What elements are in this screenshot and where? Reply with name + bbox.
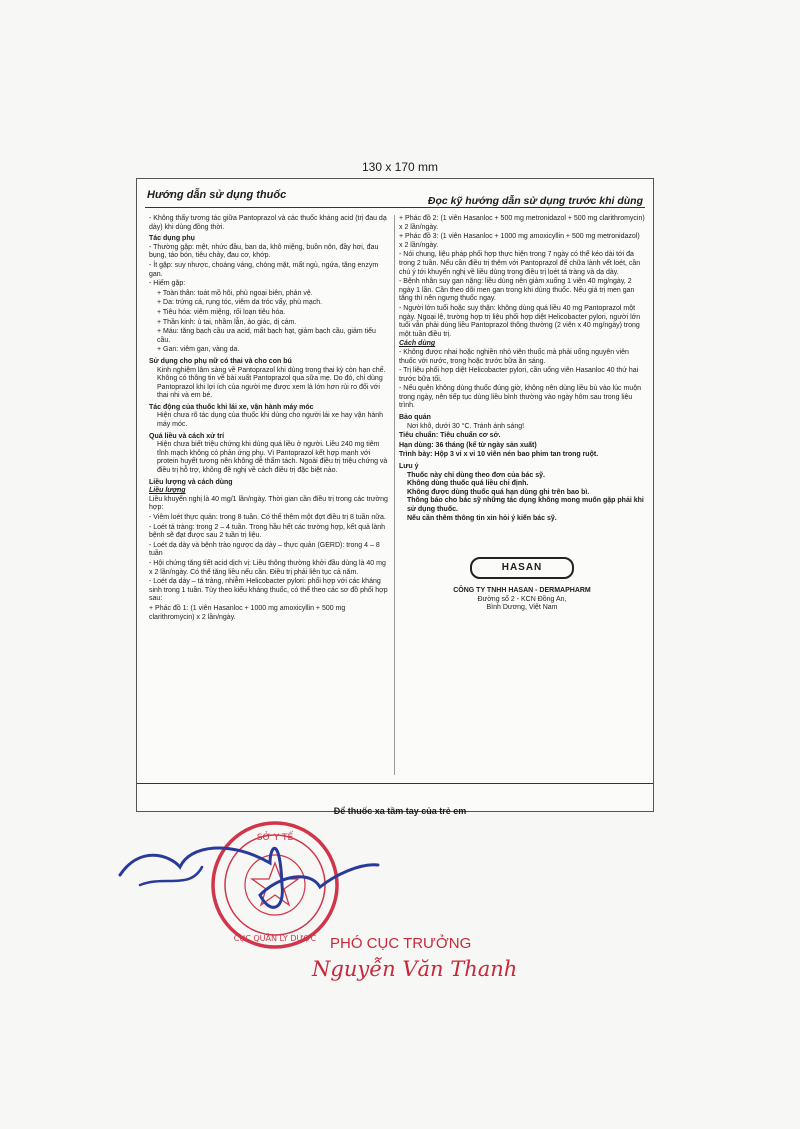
text: - Hội chứng tăng tiết acid dịch vị: Liều thông thường khởi đầu dùng là 40 mg x 2 lần/ngày. Có thể tăng liều nếu cần. Điều trị phải liên tục cả năm. — [149, 559, 386, 576]
warning: Thông báo cho bác sỹ những tác dụng không mong muốn gặp phải khi sử dụng thuốc. — [407, 497, 644, 513]
text: - Loét dạ dày – tá tràng, nhiễm Helicobacter pylori: phối hợp với các kháng sinh trong 1 tuần. Tùy theo kiểu kháng thuốc, có thể theo các sơ đồ phối hợp sau: — [149, 578, 388, 603]
signer-title: PHÓ CỤC TRƯỞNG — [330, 935, 472, 952]
section-storage: Bảo quản — [399, 414, 431, 422]
text: - Nếu quên không dùng thuốc đúng giờ, không nên dùng liều bù vào lúc muộn trong ngày, nên tiếp tục dùng liều bình thường vào ngày hôm sau trong liệu trình. — [399, 385, 641, 410]
standard: Tiêu chuẩn: Tiêu chuẩn cơ sở. — [399, 432, 501, 440]
text: + Toàn thân: toát mồ hôi, phù ngoại biên, phản vệ. — [157, 289, 313, 297]
footer-rule — [137, 783, 653, 784]
signature-icon — [110, 815, 380, 925]
text: + Gan: viêm gan, vàng da. — [157, 346, 240, 354]
subsection-dosage: Liều lượng — [149, 487, 186, 495]
warning: Không dùng thuốc quá liều chỉ định. — [407, 480, 529, 488]
text: + Phác đồ 3: (1 viên Hasanloc + 1000 mg amoxicyllin + 500 mg metronidazol) x 2 lần/ngày. — [399, 233, 640, 249]
header-left: Hướng dẫn sử dụng thuốc — [147, 189, 287, 201]
text: + Phác đồ 1: (1 viên Hasanloc + 1000 mg amoxicyllin + 500 mg clarithromycin) x 2 lần/ngày. — [149, 604, 346, 621]
section-side-effects: Tác dụng phụ — [149, 235, 195, 243]
text: - Người lớn tuổi hoặc suy thận: không dùng quá liều 40 mg Pantoprazol một ngày. Ngoại lệ, trường hợp trị liệu phối hợp diệt Helicobacter pylori, người lớn tuổi vẫn phải dùng liều Pantoprazol thông thường (2 viên x 40 mg/ngày) trong một tuần điều trị. — [399, 304, 641, 338]
text: - Viêm loét thực quản: trong 8 tuần. Có thể thêm một đợt điều trị 8 tuần nữa. — [149, 514, 386, 521]
company-name: CÔNG TY TNHH HASAN - DERMAPHARM — [453, 587, 591, 595]
text: + Tiêu hóa: viêm miệng, rối loạn tiêu hóa. — [157, 308, 286, 316]
seal-text-top: SỞ Y TẾ — [256, 833, 294, 843]
right-column — [399, 215, 645, 613]
text: - Ít gặp: suy nhược, choáng váng, chóng mặt, mất ngủ, ngứa, tăng enzym gan. — [149, 261, 379, 278]
subsection-usage: Cách dùng — [399, 340, 436, 348]
warning: Nếu cần thêm thông tin xin hỏi ý kiến bác sỹ. — [407, 514, 557, 522]
column-divider — [394, 215, 395, 775]
signer-name: Nguyễn Văn Thanh — [312, 957, 518, 981]
header-rule — [145, 207, 645, 208]
packaging: Trình bày: Hộp 3 vỉ x vỉ 10 viên nén bao phim tan trong ruột. — [399, 451, 599, 459]
interaction-note: - Không thấy tương tác giữa Pantoprazol và các thuốc kháng acid (trị đau dạ dày) khi dùng đồng thời. — [149, 215, 387, 231]
seal-text-bottom: CỤC QUẢN LÝ DƯỢC — [233, 934, 317, 943]
text: Kinh nghiệm lâm sàng về Pantoprazol khi dùng trong thai kỳ còn hạn chế. Không có thông tin về bài xuất Pantoprazol qua sữa mẹ. Do đó, chỉ dùng Pantoprazol khi lợi ích của người mẹ được xem là lớn hơn rủi ro đối với thai nhi và em bé. — [157, 366, 386, 400]
section-overdose: Quá liều và cách xử trí — [149, 432, 225, 440]
section-dosage: Liều lượng và cách dùng — [149, 478, 233, 486]
footer-warning: Để thuốc xa tầm tay của trẻ em — [333, 806, 467, 816]
text: - Thường gặp: mệt, nhức đầu, ban da, khô miệng, buồn nôn, đầy hơi, đau bụng, táo bón, tiêu chảy, đau cơ, khớp. — [149, 243, 379, 260]
company-address: Đường số 2 - KCN Đồng An, — [477, 595, 567, 603]
text: - Bệnh nhân suy gan nặng: liều dùng nên giảm xuống 1 viên 40 mg/ngày, 2 ngày 1 lần. Cần theo dõi men gan trong khi dùng thuốc. Nếu giá trị men gan tăng thì nên ngưng thuốc ngay. — [399, 278, 635, 303]
text: - Trị liệu phối hợp diệt Helicobacter pylori, cần uống viên Hasanloc 40 thứ hai trước bữa tối. — [399, 367, 639, 383]
warning: Không được dùng thuốc quá hạn dùng ghi trên bao bì. — [407, 488, 590, 496]
text: - Loét tá tràng: trong 2 – 4 tuần. Trong hầu hết các trường hợp, kết quả lành bệnh sẽ đạt được sau 2 tuần trị liệu. — [149, 523, 386, 540]
text: - Hiếm gặp: — [149, 280, 186, 288]
text: - Loét dạ dày và bệnh trào ngược dạ dày – thực quản (GERD): trong 4 – 8 tuần — [149, 541, 380, 558]
page-size-label: 130 x 170 mm — [361, 160, 439, 174]
text: + Da: trứng cá, rụng tóc, viêm da tróc vẩy, phù mạch. — [157, 299, 323, 307]
text: Liều khuyến nghị là 40 mg/1 lần/ngày. Thời gian cần điều trị trong các trường hợp: — [149, 495, 388, 512]
header-right: Đọc kỹ hướng dẫn sử dụng trước khi dùng — [427, 195, 643, 207]
section-driving: Tác động của thuốc khi lái xe, vận hành máy móc — [149, 403, 314, 411]
section-pregnancy: Sử dụng cho phụ nữ có thai và cho con bú — [149, 357, 292, 365]
text: Hiện chưa rõ tác dụng của thuốc khi dùng cho người lái xe hay vận hành máy móc. — [157, 412, 384, 429]
text: + Phác đồ 2: (1 viên Hasanloc + 500 mg metronidazol + 500 mg clarithromycin) x 2 lần/ngày. — [399, 215, 645, 231]
text: + Máu: tăng bạch cầu ưa acid, mất bạch hạt, giảm bạch cầu, giảm tiểu cầu. — [157, 328, 376, 344]
text: - Nói chung, liệu pháp phối hợp thực hiện trong 7 ngày có thể kéo dài tới đa trong 2 tuần. Nếu cần điều trị thêm với Pantoprazol để chữa lành vết loét, cần chú ý tới khuyến nghị về liều dùng trong điều trị loét tá tràng và dạ dày. — [399, 251, 641, 276]
expiry: Hạn dùng: 36 tháng (kể từ ngày sản xuất) — [399, 441, 537, 449]
text: + Thần kinh: ù tai, nhầm lẫn, ảo giác, dị cảm. — [157, 318, 297, 326]
left-column — [149, 215, 389, 623]
text: Nơi khô, dưới 30 °C. Tránh ánh sáng! — [407, 422, 525, 430]
warning: Thuốc này chỉ dùng theo đơn của bác sỹ. — [407, 471, 545, 479]
hasan-logo: HASAN — [470, 557, 574, 579]
section-notes: Lưu ý — [399, 463, 419, 471]
leaflet — [136, 178, 654, 812]
text: Hiện chưa biết triệu chứng khi dùng quá liều ở người. Liều 240 mg tiêm tĩnh mạch không có phản ứng phụ. Vì Pantoprazol kết hợp mạnh với protein huyết tương nên không dễ thẩm tách. Ngoài điều trị triệu chứng và điều trị hỗ trợ, không đề nghị về cách điều trị đặc biệt nào. — [157, 441, 388, 475]
text: - Không được nhai hoặc nghiền nhỏ viên thuốc mà phải uống nguyên viên thuốc với nước, trong hoặc trước bữa ăn sáng. — [399, 348, 629, 365]
company-address: Bình Dương, Việt Nam — [486, 604, 558, 612]
